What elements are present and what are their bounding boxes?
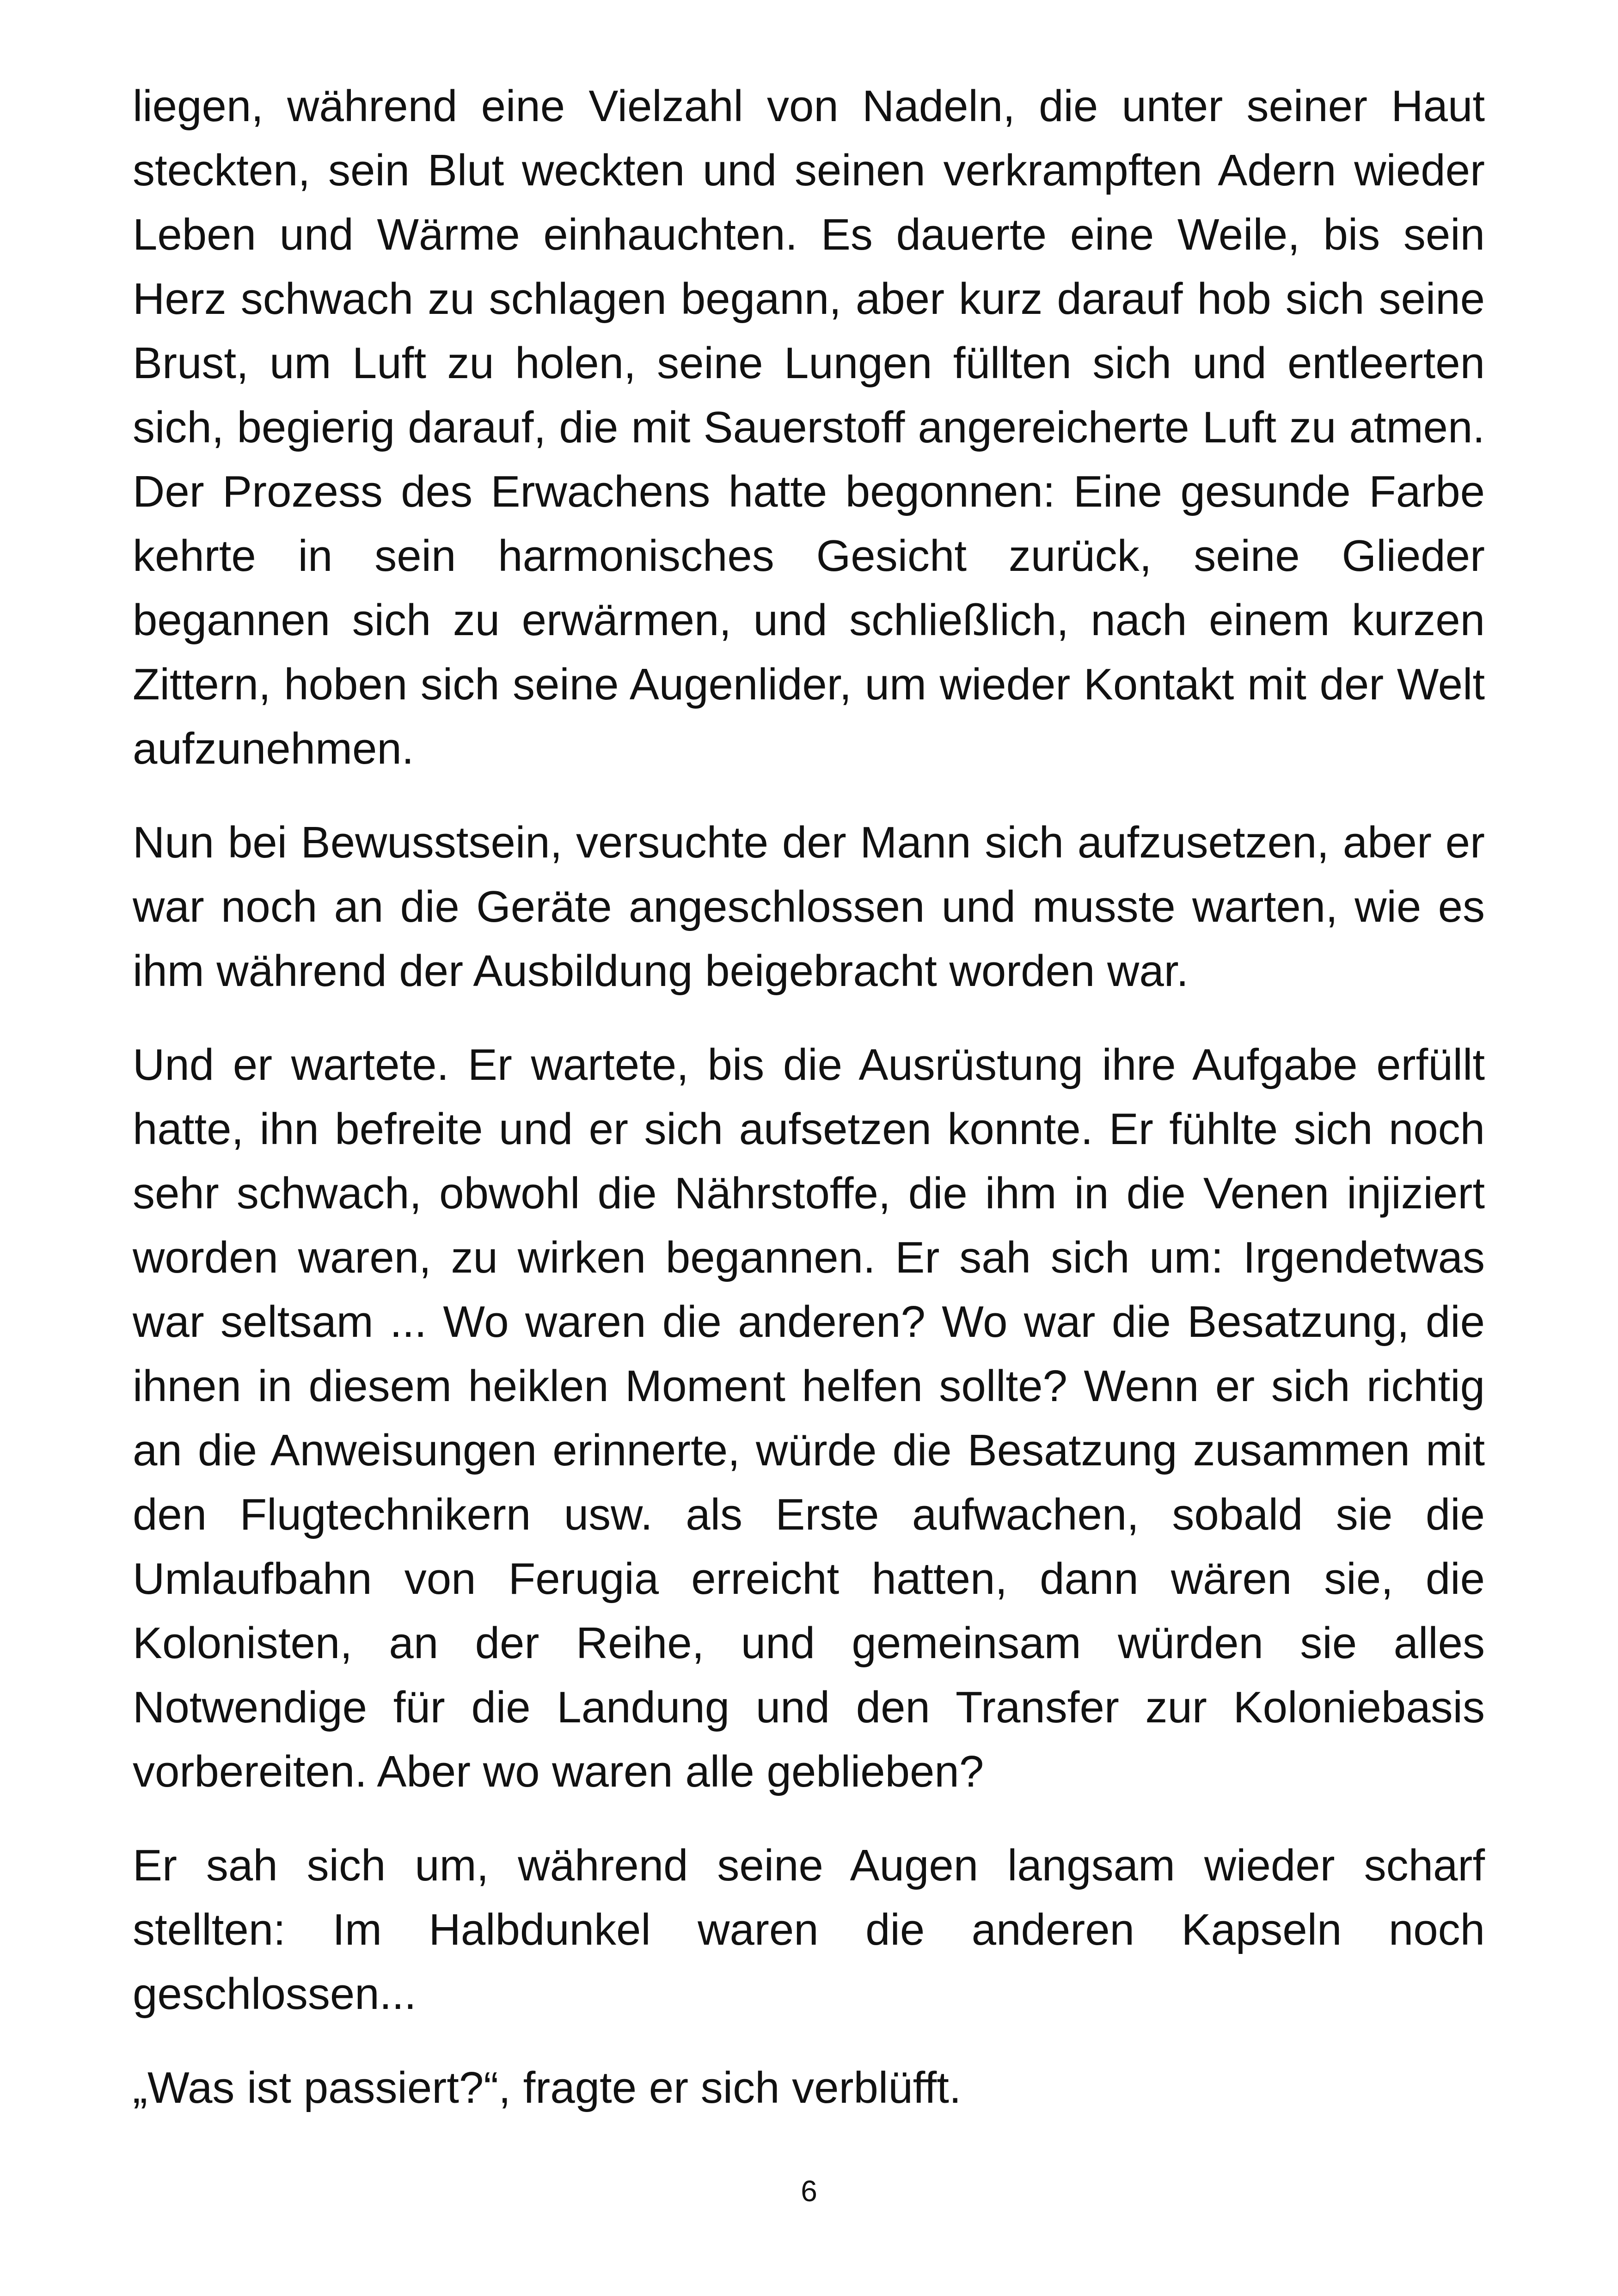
- page-number: 6: [801, 2174, 817, 2208]
- paragraph-1: liegen, während eine Vielzahl von Nadeln, die unter seiner Haut steckten, sein Blut weckten und seinen verkrampften Adern wieder Leben und Wärme einhauchten. Es dauerte eine Weile, bis sein Herz schwach zu schlagen begann, aber kurz darauf hob sich seine Brust, um Luft zu holen, seine Lungen füllten sich und entleerten sich, begierig darauf, die mit Sauerstoff angereicherte Luft zu atmen. Der Prozess des Erwachens hatte begonnen: Eine gesunde Farbe kehrte in sein harmonisches Gesicht zurück, seine Glieder begannen sich zu erwärmen, und schließlich, nach einem kurzen Zittern, hoben sich seine Augenlider, um wieder Kontakt mit der Welt aufzunehmen.: [133, 81, 1485, 773]
- body-text: [133, 74, 1485, 2120]
- paragraph-4: Er sah sich um, während seine Augen langsam wieder scharf stellten: Im Halbdunkel waren die anderen Kapseln noch geschlossen...: [133, 1841, 1485, 2019]
- paragraph-3: Und er wartete. Er wartete, bis die Ausrüstung ihre Aufgabe erfüllt hatte, ihn befreite und er sich aufsetzen konnte. Er fühlte sich noch sehr schwach, obwohl die Nährstoffe, die ihm in die Venen injiziert worden waren, zu wirken begannen. Er sah sich um: Irgendetwas war seltsam ... Wo waren die anderen? Wo war die Besatzung, die ihnen in diesem heiklen Moment helfen sollte? Wenn er sich richtig an die Anweisungen erinnerte, würde die Besatzung zusammen mit den Flugtechnikern usw. als Erste aufwachen, sobald sie die Umlaufbahn von Ferugia erreicht hatten, dann wären sie, die Kolonisten, an der Reihe, und gemeinsam würden sie alles Notwendige für die Landung und den Transfer zur Koloniebasis vorbereiten. Aber wo waren alle geblieben?: [133, 1040, 1485, 1796]
- paragraph-2: Nun bei Bewusstsein, versuchte der Mann sich aufzusetzen, aber er war noch an die Geräte angeschlossen und musste warten, wie es ihm während der Ausbildung beigebracht worden war.: [133, 818, 1485, 996]
- paragraph-5: „Was ist passiert?“, fragte er sich verblüfft.: [133, 2063, 962, 2112]
